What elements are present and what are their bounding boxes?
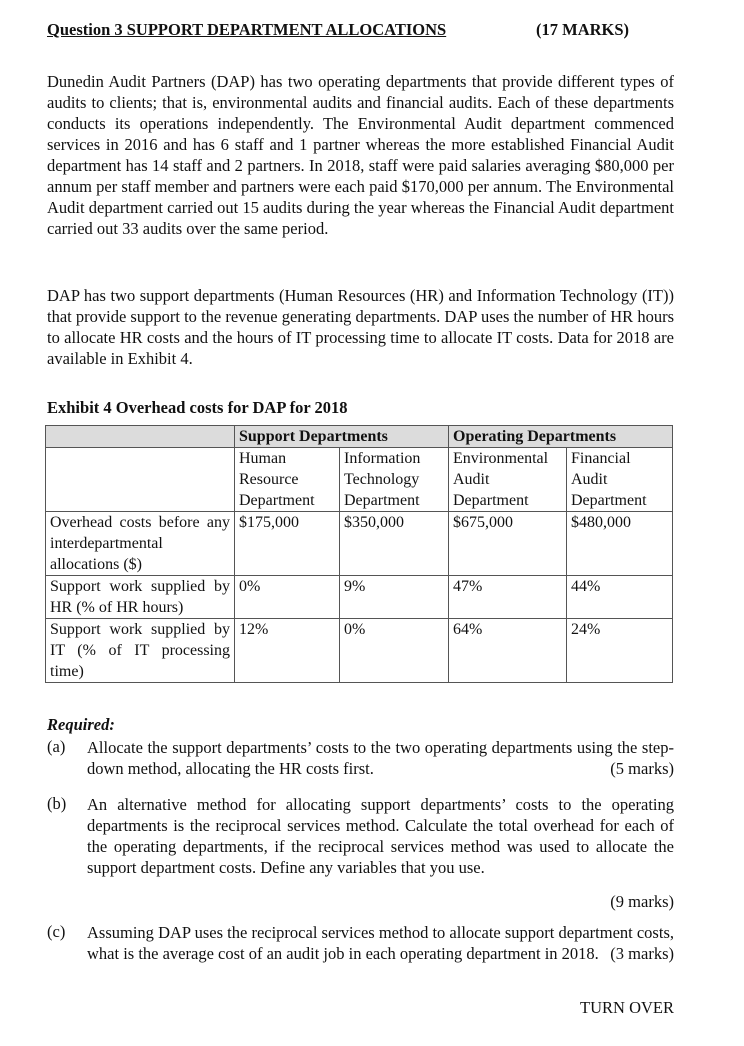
part-letter: (a) <box>47 737 66 756</box>
part-letter: (c) <box>47 922 66 941</box>
group-header-operating: Operating Departments <box>449 426 673 448</box>
part-text: An alternative method for allocating support departments’ costs to the operating departments is the reciprocal services method. Calculate the total overhead for each of the operating departments, if the reciprocal services method was used to allocate the support department costs. Define any variables that you use. <box>87 795 674 877</box>
part-text: Allocate the support departments’ costs to the two operating departments using the step-down method, allocating the HR costs first. <box>87 738 674 778</box>
table-cell: 12% <box>235 619 340 683</box>
question-part-b <box>47 794 674 912</box>
table-row <box>46 576 673 619</box>
column-header: Information Technology Department <box>340 448 449 512</box>
table-column-header-row <box>46 448 673 512</box>
group-header-support: Support Departments <box>235 426 449 448</box>
part-marks: (5 marks) <box>610 759 674 778</box>
part-text: Assuming DAP uses the reciprocal services method to allocate support department costs, what is the average cost of an audit job in each operating department in 2018. <box>87 923 674 963</box>
table-cell: 64% <box>449 619 567 683</box>
row-label: Overhead costs before any interdepartmental allocations ($) <box>46 512 235 576</box>
required-heading: Required: <box>47 715 115 734</box>
row-label: Support work supplied by IT (% of IT processing time) <box>46 619 235 683</box>
table-cell: $480,000 <box>567 512 673 576</box>
table-cell: 47% <box>449 576 567 619</box>
question-part-c <box>47 922 674 964</box>
exhibit-table <box>45 425 673 683</box>
column-header: Financial Audit Department <box>567 448 673 512</box>
part-marks: (3 marks) <box>610 944 674 963</box>
question-title: Question 3 SUPPORT DEPARTMENT ALLOCATIONS <box>47 20 447 39</box>
column-header: Environmental Audit Department <box>449 448 567 512</box>
table-cell: 0% <box>340 619 449 683</box>
paragraph-intro: Dunedin Audit Partners (DAP) has two operating departments that provide different types of audits to clients; that is, environmental audits and financial audits. Each of these departments conducts its operations independently. The Environmental Audit department commenced services in 2016 and has 6 staff and 1 partner whereas the more established Financial Audit department has 14 staff and 2 partners. In 2018, staff were paid salaries averaging $80,000 per annum per staff member and partners were each paid $170,000 per annum. The Environmental Audit department carried out 15 audits during the year whereas the Financial Audit department carried out 33 audits over the same period. <box>47 72 674 238</box>
paragraph-support: DAP has two support departments (Human Resources (HR) and Information Technology (IT)) that provide support to the revenue generating departments. DAP uses the number of HR hours to allocate HR costs and the hours of IT processing time to allocate IT costs. Data for 2018 are available in Exhibit 4. <box>47 286 674 368</box>
exhibit-title: Exhibit 4 Overhead costs for DAP for 2018 <box>47 398 348 417</box>
empty-cell <box>46 448 235 512</box>
table-group-header-row <box>46 426 673 448</box>
table-cell: $675,000 <box>449 512 567 576</box>
empty-cell <box>46 426 235 448</box>
part-marks: (9 marks) <box>610 892 674 911</box>
table-cell: $350,000 <box>340 512 449 576</box>
table-cell: $175,000 <box>235 512 340 576</box>
table-cell: 0% <box>235 576 340 619</box>
column-header: Human Resource Department <box>235 448 340 512</box>
table-cell: 24% <box>567 619 673 683</box>
turn-over-footer: TURN OVER <box>580 998 674 1017</box>
question-marks: (17 MARKS) <box>536 20 630 39</box>
part-letter: (b) <box>47 794 67 813</box>
table-cell: 9% <box>340 576 449 619</box>
row-label: Support work supplied by HR (% of HR hours) <box>46 576 235 619</box>
table-cell: 44% <box>567 576 673 619</box>
question-part-a <box>47 737 674 779</box>
table-row <box>46 512 673 576</box>
table-row <box>46 619 673 683</box>
